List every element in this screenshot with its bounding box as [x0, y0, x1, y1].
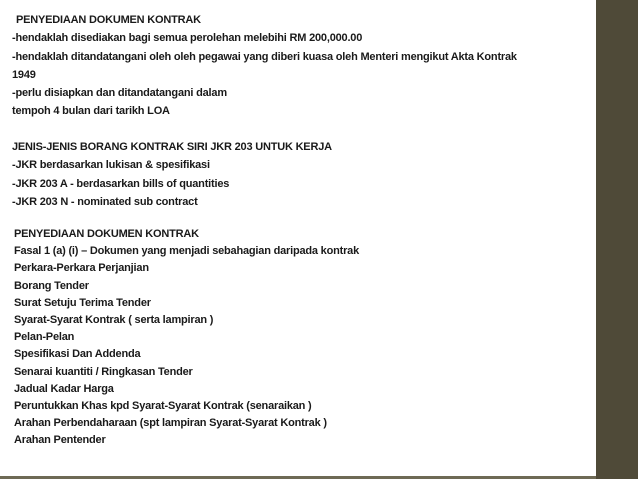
section-contract-form-types: [12, 138, 587, 211]
text-line: Fasal 1 (a) (i) – Dokumen yang menjadi sebahagian daripada kontrak: [14, 245, 360, 258]
text-line: tempoh 4 bulan dari tarikh LOA: [12, 105, 170, 118]
section-heading: PENYEDIAAN DOKUMEN KONTRAK: [14, 228, 199, 240]
list-item: Spesifikasi Dan Addenda: [14, 348, 141, 361]
list-item: Peruntukkan Khas kpd Syarat-Syarat Kontrak (senaraikan ): [14, 400, 312, 413]
section-heading: JENIS-JENIS BORANG KONTRAK SIRI JKR 203 UNTUK KERJA: [12, 141, 332, 153]
list-item: Surat Setuju Terima Tender: [14, 296, 151, 309]
list-item: Senarai kuantiti / Ringkasan Tender: [14, 365, 193, 378]
list-item: Perkara-Perkara Perjanjian: [14, 262, 149, 275]
text-line: 1949: [12, 68, 36, 81]
text-line: -JKR 203 N - nominated sub contract: [12, 195, 198, 208]
text-line: -hendaklah disediakan bagi semua perolehan melebihi RM 200,000.00: [12, 32, 363, 45]
text-line: -JKR berdasarkan lukisan & spesifikasi: [12, 159, 210, 172]
text-line: -hendaklah ditandatangani oleh oleh pegawai yang diberi kuasa oleh Menteri mengikut Akta Kontrak: [12, 50, 517, 63]
list-item: Arahan Perbendaharaan (spt lampiran Syarat-Syarat Kontrak ): [14, 417, 327, 430]
list-item: Borang Tender: [14, 279, 89, 292]
list-item: Syarat-Syarat Kontrak ( serta lampiran ): [14, 314, 214, 327]
list-item: Arahan Pentender: [14, 434, 106, 447]
section-heading: PENYEDIAAN DOKUMEN KONTRAK: [16, 14, 201, 26]
section-contract-documents-list: [14, 226, 589, 450]
text-line: -JKR 203 A - berdasarkan bills of quantities: [12, 177, 230, 190]
text-line: -perlu disiapkan dan ditandatangani dalam: [12, 87, 227, 100]
decorative-side-bar: [596, 0, 638, 479]
list-item: Pelan-Pelan: [14, 331, 75, 344]
list-item: Jadual Kadar Harga: [14, 382, 114, 395]
section-contract-preparation: [12, 11, 587, 121]
